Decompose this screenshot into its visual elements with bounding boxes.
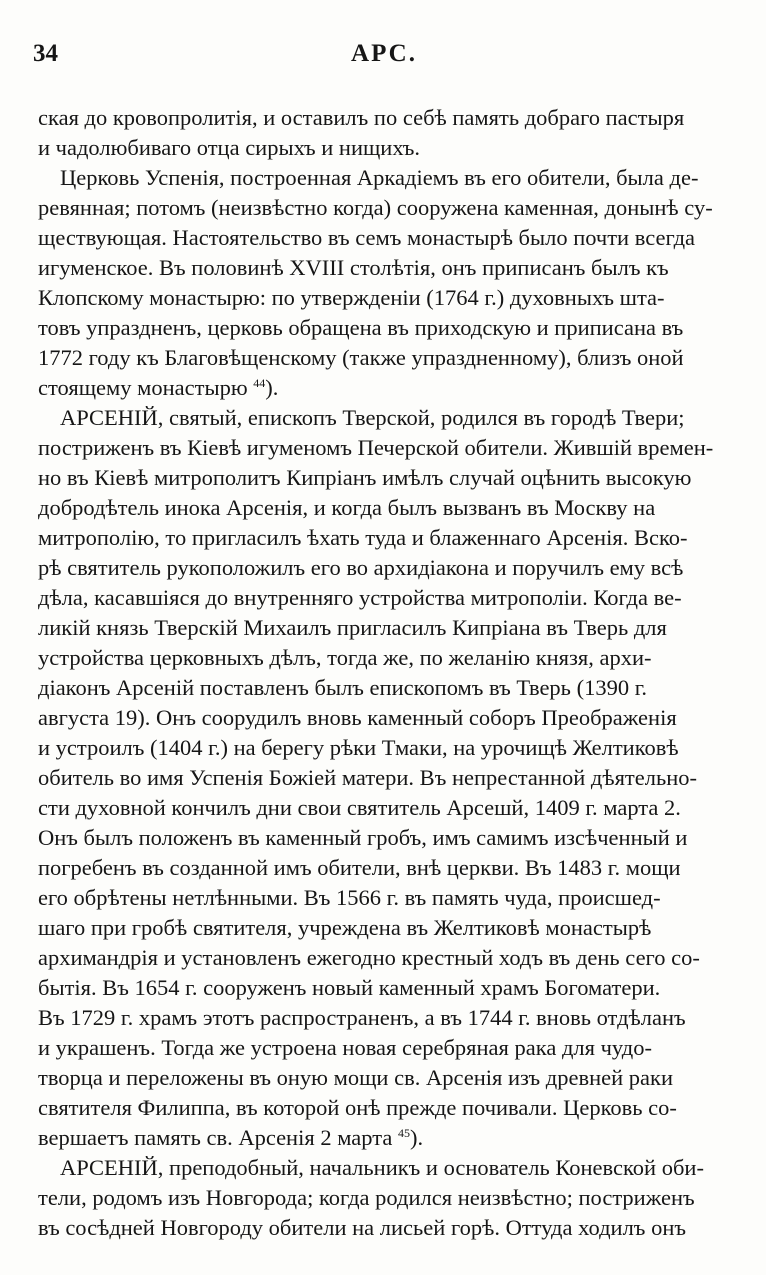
text-line: архимандрія и установленъ ежегодно крестный ходъ въ день сего со- <box>38 945 700 970</box>
text-line: рѣ святитель рукоположилъ его во архидіакона и поручилъ ему всѣ <box>38 555 684 580</box>
text-line: дѣла, касавшіяся до внутренняго устройства митрополіи. Когда ве- <box>38 585 682 610</box>
line-end-punctuation: ). <box>409 1125 424 1150</box>
footnote-reference: 44 <box>253 376 266 390</box>
text-line: и украшенъ. Тогда же устроена новая серебряная рака для чудо- <box>38 1035 652 1060</box>
text-line-with-footnote <box>38 1123 423 1153</box>
text-line: игуменское. Въ половинѣ XVIII столѣтія, онъ приписанъ былъ къ <box>38 255 669 280</box>
text-line: ществующая. Настоятельство въ семъ монастырѣ было почти всегда <box>38 225 696 250</box>
text-line: діаконъ Арсеній поставленъ былъ епископомъ въ Тверь (1390 г. <box>38 675 648 700</box>
paragraph-first-line: АРСЕНІЙ, преподобный, начальникъ и основатель Коневской оби- <box>60 1155 704 1180</box>
text-line: стоящему монастырю <box>38 375 248 400</box>
text-line: бытія. Въ 1654 г. сооруженъ новый каменный храмъ Богоматери. <box>38 975 661 1000</box>
text-line: 1772 году къ Благовѣщенскому (также упраздненному), близъ оной <box>38 345 684 370</box>
text-line: и чадолюбиваго отца сирыхъ и нищихъ. <box>38 135 421 160</box>
text-line: сти духовной кончилъ дни свои святитель Арсешй, 1409 г. марта 2. <box>38 795 681 820</box>
text-line: погребенъ въ созданной имъ обители, внѣ церкви. Въ 1483 г. мощи <box>38 855 681 880</box>
text-line: Въ 1729 г. храмъ этотъ распространенъ, а въ 1744 г. вновь отдѣланъ <box>38 1005 686 1030</box>
text-line: добродѣтель инока Арсенія, и когда былъ вызванъ въ Москву на <box>38 495 656 520</box>
text-line: Онъ былъ положенъ въ каменный гробъ, имъ самимъ изсѣченный и <box>38 825 688 850</box>
text-line: постриженъ въ Кіевѣ игуменомъ Печерской обители. Жившій времен- <box>38 435 714 460</box>
text-line: устройства церковныхъ дѣлъ, тогда же, по желанію князя, архи- <box>38 645 652 670</box>
text-line: ревянная; потомъ (неизвѣстно когда) сооружена каменная, донынѣ су- <box>38 195 713 220</box>
text-line: тели, родомъ изъ Новгорода; когда родился неизвѣстно; постриженъ <box>38 1185 695 1210</box>
page-header <box>33 40 735 80</box>
text-line: ликій князь Тверскій Михаилъ пригласилъ Кипріана въ Тверь для <box>38 615 667 640</box>
line-end-punctuation: ). <box>265 375 279 400</box>
text-line: вершаетъ память св. Арсенія 2 марта <box>38 1125 393 1150</box>
text-line: его обрѣтены нетлѣнными. Въ 1566 г. въ память чуда, происшед- <box>38 885 661 910</box>
running-head: АРС. <box>351 40 417 67</box>
text-line: товъ упраздненъ, церковь обращена въ приходскую и приписана въ <box>38 315 684 340</box>
text-line: обитель во имя Успенія Божіей матери. Въ непрестанной дѣятельно- <box>38 765 698 790</box>
text-line: творца и переложены въ оную мощи св. Арсенія изъ древней раки <box>38 1065 673 1090</box>
page-number: 34 <box>33 40 58 67</box>
text-line: но въ Кіевѣ митрополитъ Кипріанъ имѣлъ случай оцѣнить высокую <box>38 465 692 490</box>
text-line: Клопскому монастырю: по утвержденіи (1764 г.) духовныхъ шта- <box>38 285 665 310</box>
paragraph-first-line: АРСЕНІЙ, святый, епископъ Тверской, родился въ городѣ Твери; <box>60 405 685 430</box>
text-line: шаго при гробѣ святителя, учреждена въ Желтиковѣ монастырѣ <box>38 915 652 940</box>
text-line: святителя Филиппа, въ которой онѣ прежде почивали. Церковь со- <box>38 1095 677 1120</box>
text-line: ская до кровопролитія, и оставилъ по себѣ память добраго пастыря <box>38 105 685 130</box>
text-line-with-footnote <box>38 373 278 403</box>
text-line: и устроилъ (1404 г.) на берегу рѣки Тмаки, на урочищѣ Желтиковѣ <box>38 735 679 760</box>
paragraph-first-line: Церковь Успенія, построенная Аркадіемъ въ его обители, была де- <box>60 165 699 190</box>
text-line: въ сосѣдней Новгороду обители на лисьей горѣ. Оттуда ходилъ онъ <box>38 1215 686 1240</box>
footnote-reference: 45 <box>397 1126 410 1140</box>
text-line: августа 19). Онъ соорудилъ вновь каменный соборъ Преображенія <box>38 705 677 730</box>
text-line: митрополію, то пригласилъ ѣхать туда и блаженнаго Арсенія. Вско- <box>38 525 688 550</box>
